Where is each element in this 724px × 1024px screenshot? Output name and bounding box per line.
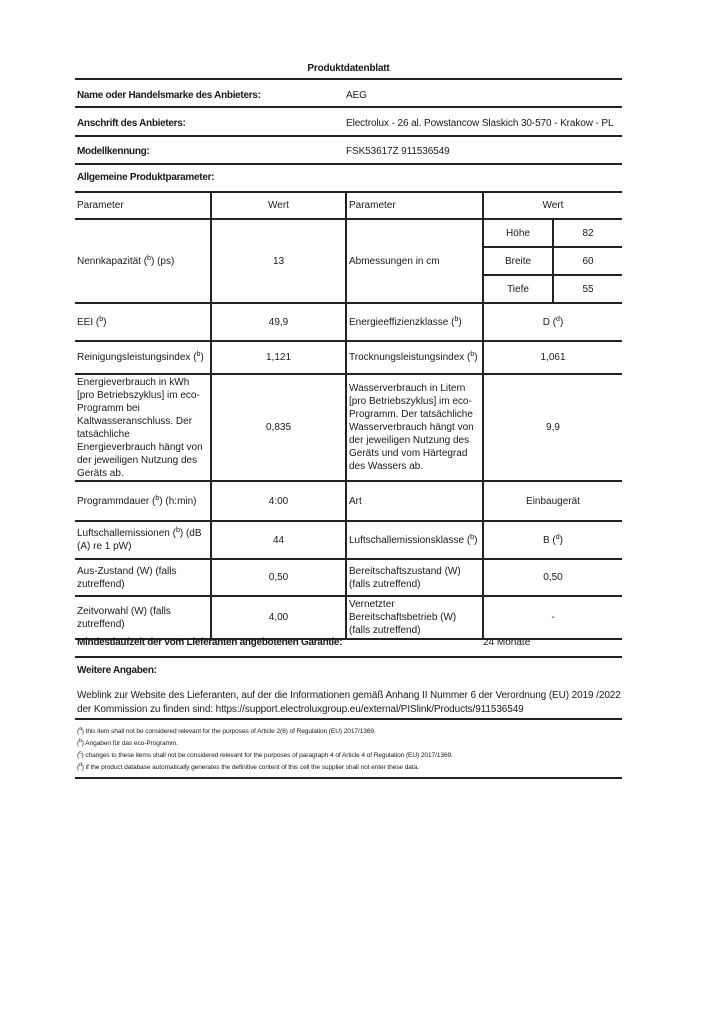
dimension-row — [484, 220, 622, 247]
weblink-text[interactable]: Weblink zur Website des Lieferanten, auf der die Informationen gemäß Anhang II Nummer 6 der Verordnung (EU) 2019 /2022 der Kommission zu finden sind: https://support.electroluxgroup.eu/external/PISlink/Products/911536549 — [77, 690, 621, 715]
divider — [75, 163, 622, 165]
dimension-label: Breite — [484, 247, 553, 275]
table-row — [75, 596, 622, 639]
header-parameter-1: Parameter — [75, 192, 211, 219]
warranty-label: Mindestlaufzeit der vom Lieferanten angebotenen Garantie: — [77, 637, 343, 648]
param-label: Wasserverbrauch in Litern [pro Betriebszyklus] im eco-Programm. Der tatsächliche Wasserverbrauch hängt von der jeweiligen Nutzung des Geräts und vom Härtegrad des Wassers ab. — [346, 374, 483, 481]
param-value: 49,9 — [211, 303, 346, 341]
table-header-row — [75, 192, 622, 219]
supplier-address-value: Electrolux - 26 al. Powstancow Slaskich 30-570 - Krakow - PL — [346, 118, 614, 129]
dimensions-cell — [483, 219, 622, 303]
footnote: ($^a$) this item shall not be considered relevant for the purposes of Article 2(6) of Regulation (EU) 2017/1369. — [77, 726, 376, 735]
header-value-2: Wert — [483, 192, 622, 219]
param-value: 0,50 — [211, 559, 346, 596]
dimension-label: Tiefe — [484, 275, 553, 302]
param-value: 1,061 — [483, 341, 622, 374]
divider — [75, 777, 622, 779]
table-row — [75, 374, 622, 481]
param-label: Aus-Zustand (W) (falls zutreffend) — [75, 559, 211, 596]
param-label: Abmessungen in cm — [346, 219, 483, 303]
parameters-table — [75, 191, 622, 640]
footnotes — [77, 726, 622, 774]
param-value: 4,00 — [211, 596, 346, 639]
divider — [75, 656, 622, 658]
param-value: 0,835 — [211, 374, 346, 481]
dimension-row — [484, 275, 622, 302]
supplier-name-label: Name oder Handelsmarke des Anbieters: — [77, 90, 261, 101]
param-label: Art — [346, 481, 483, 521]
param-value: 13 — [211, 219, 346, 303]
param-value: B ($^d$) — [483, 521, 622, 559]
dimension-label: Höhe — [484, 220, 553, 247]
param-value: 44 — [211, 521, 346, 559]
param-label: Programmdauer ($^b$) (h:min) — [75, 481, 211, 521]
divider — [75, 718, 622, 720]
supplier-address-label: Anschrift des Anbieters: — [77, 118, 186, 129]
header-parameter-2: Parameter — [346, 192, 483, 219]
model-id-value: FSK53617Z 911536549 — [346, 146, 450, 157]
param-label: Bereitschaftszustand (W) (falls zutreffend) — [346, 559, 483, 596]
param-label: Luftschallemissionen ($^b$) (dB (A) re 1 pW) — [75, 521, 211, 559]
param-label: Luftschallemissionsklasse ($^b$) — [346, 521, 483, 559]
dimensions-table — [484, 220, 622, 302]
footnote: ($^c$) changes to these items shall not be considered relevant for the purposes of paragraph 4 of Article 4 of Regulation (EU) 2017/1369. — [77, 750, 453, 759]
general-params-title: Allgemeine Produktparameter: — [77, 172, 215, 183]
divider — [75, 106, 622, 108]
param-label: Trocknungsleistungsindex ($^b$) — [346, 341, 483, 374]
param-label: Energieeffizienzklasse ($^b$) — [346, 303, 483, 341]
table-row — [75, 521, 622, 559]
param-value: 0,50 — [483, 559, 622, 596]
param-value: 9,9 — [483, 374, 622, 481]
table-row — [75, 219, 622, 303]
further-info-title: Weitere Angaben: — [77, 665, 157, 676]
table-row — [75, 559, 622, 596]
table-row — [75, 341, 622, 374]
model-id-label: Modellkennung: — [77, 146, 150, 157]
footnote: ($^d$) if the product database automatically generates the definitive content of this cell the supplier shall not enter these data. — [77, 762, 419, 771]
dimension-value: 82 — [582, 227, 594, 239]
param-label: EEI ($^b$) — [75, 303, 211, 341]
param-label: Energieverbrauch in kWh [pro Betriebszyklus] im eco-Programm bei Kaltwasseranschluss. Der tatsächliche Energieverbrauch hängt von der jeweiligen Nutzung des Geräts ab. — [75, 374, 211, 481]
divider — [75, 78, 622, 80]
divider — [75, 135, 622, 137]
dimension-row — [484, 247, 622, 275]
param-value: Einbaugerät — [483, 481, 622, 521]
warranty-value: 24 Monate — [483, 637, 531, 648]
param-label: Reinigungsleistungsindex ($^b$) — [75, 341, 211, 374]
param-label: Vernetzter Bereitschaftsbetrieb (W) (falls zutreffend) — [346, 596, 483, 639]
param-value: 4:00 — [211, 481, 346, 521]
param-value: D ($^d$) — [483, 303, 622, 341]
header-value-1: Wert — [211, 192, 346, 219]
footnote: ($^b$) Angaben für das eco-Programm. — [77, 738, 179, 747]
param-label: Nennkapazität ($^b$) (ps) — [75, 219, 211, 303]
supplier-name-value: AEG — [346, 90, 367, 101]
table-row — [75, 481, 622, 521]
document-title: Produktdatenblatt — [307, 63, 390, 74]
table-row — [75, 303, 622, 341]
param-value: 1,121 — [211, 341, 346, 374]
dimension-value: 60 — [553, 247, 622, 275]
param-value: - — [483, 596, 622, 639]
param-label: Zeitvorwahl (W) (falls zutreffend) — [75, 596, 211, 639]
dimension-value: 55 — [553, 275, 622, 302]
